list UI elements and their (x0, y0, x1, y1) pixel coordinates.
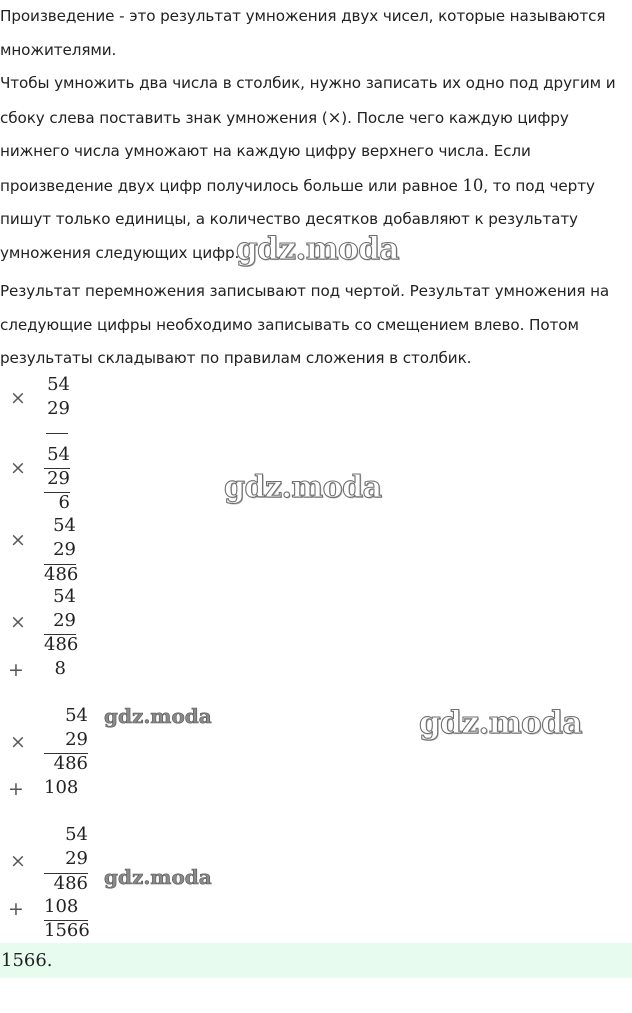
multiplier: 29 (65, 848, 88, 869)
partial-product: 486 (44, 564, 79, 585)
multiplicand: 54 (53, 586, 76, 607)
shifted-partial-product: 8 (54, 658, 66, 679)
multiplier: 29 (44, 468, 70, 489)
result-line (46, 433, 68, 434)
final-product: 1566 (44, 920, 90, 941)
multiplicand: 54 (65, 824, 88, 845)
watermark-logo: gdz.moda (236, 231, 399, 267)
multiplication-sign: × (327, 107, 342, 127)
shifted-partial-product: 108 (44, 777, 79, 798)
watermark-logo: gdz.moda (104, 704, 212, 728)
result-paragraph (0, 275, 628, 376)
partial-product: 486 (44, 873, 88, 894)
times-sign: × (10, 387, 26, 409)
times-sign: × (10, 529, 26, 551)
partial-product: 486 (44, 634, 79, 655)
watermark-logo: gdz.moda (419, 705, 582, 741)
watermark-logo: gdz.moda (224, 470, 382, 505)
plus-sign: + (8, 659, 24, 681)
multiplier: 29 (53, 539, 76, 560)
multiplicand: 54 (47, 374, 70, 395)
method-text-part-1: Чтобы умножить два числа в столбик, нужно записать их одно под другим и сбоку слева поставить знак умножения ( (0, 74, 616, 127)
times-sign: × (10, 731, 26, 753)
multiplicand: 54 (53, 515, 76, 536)
times-sign: × (10, 457, 26, 479)
multiplicand: 54 (65, 705, 88, 726)
method-text-part-2: ). После чего каждую цифру нижнего числа умножают на каждую цифру верхнего числа. Если произведение двух цифр получилось больше или равное (0, 108, 569, 195)
answer-box (0, 943, 632, 978)
partial-product: 486 (44, 753, 88, 774)
multiplicand: 54 (47, 444, 70, 465)
shifted-partial-product: 108 (44, 896, 79, 917)
result-text: Результат перемножения записывают под чертой. Результат умножения на следующие цифры необходимо записывать со смещением влево. Потом результаты складывают по правилам сложения в столбик. (0, 282, 610, 367)
method-text-part-3: , то под черту пишут только единицы, а количество десятков добавляют к результату умножения следующих цифр. (0, 176, 595, 262)
answer-value: 1566. (1, 950, 53, 971)
times-sign: × (10, 850, 26, 872)
intro-paragraph (0, 0, 628, 67)
plus-sign: + (8, 898, 24, 920)
partial-product: 6 (44, 492, 70, 513)
multiplier: 29 (47, 398, 70, 419)
watermark-logo: gdz.moda (104, 865, 212, 889)
times-sign: × (10, 611, 26, 633)
multiplier: 29 (65, 729, 88, 750)
plus-sign: + (8, 778, 24, 800)
multiplier: 29 (53, 610, 76, 631)
number-ten: 10 (462, 175, 484, 195)
intro-text: Произведение - это результат умножения двух чисел, которые называются множителями. (0, 7, 606, 59)
